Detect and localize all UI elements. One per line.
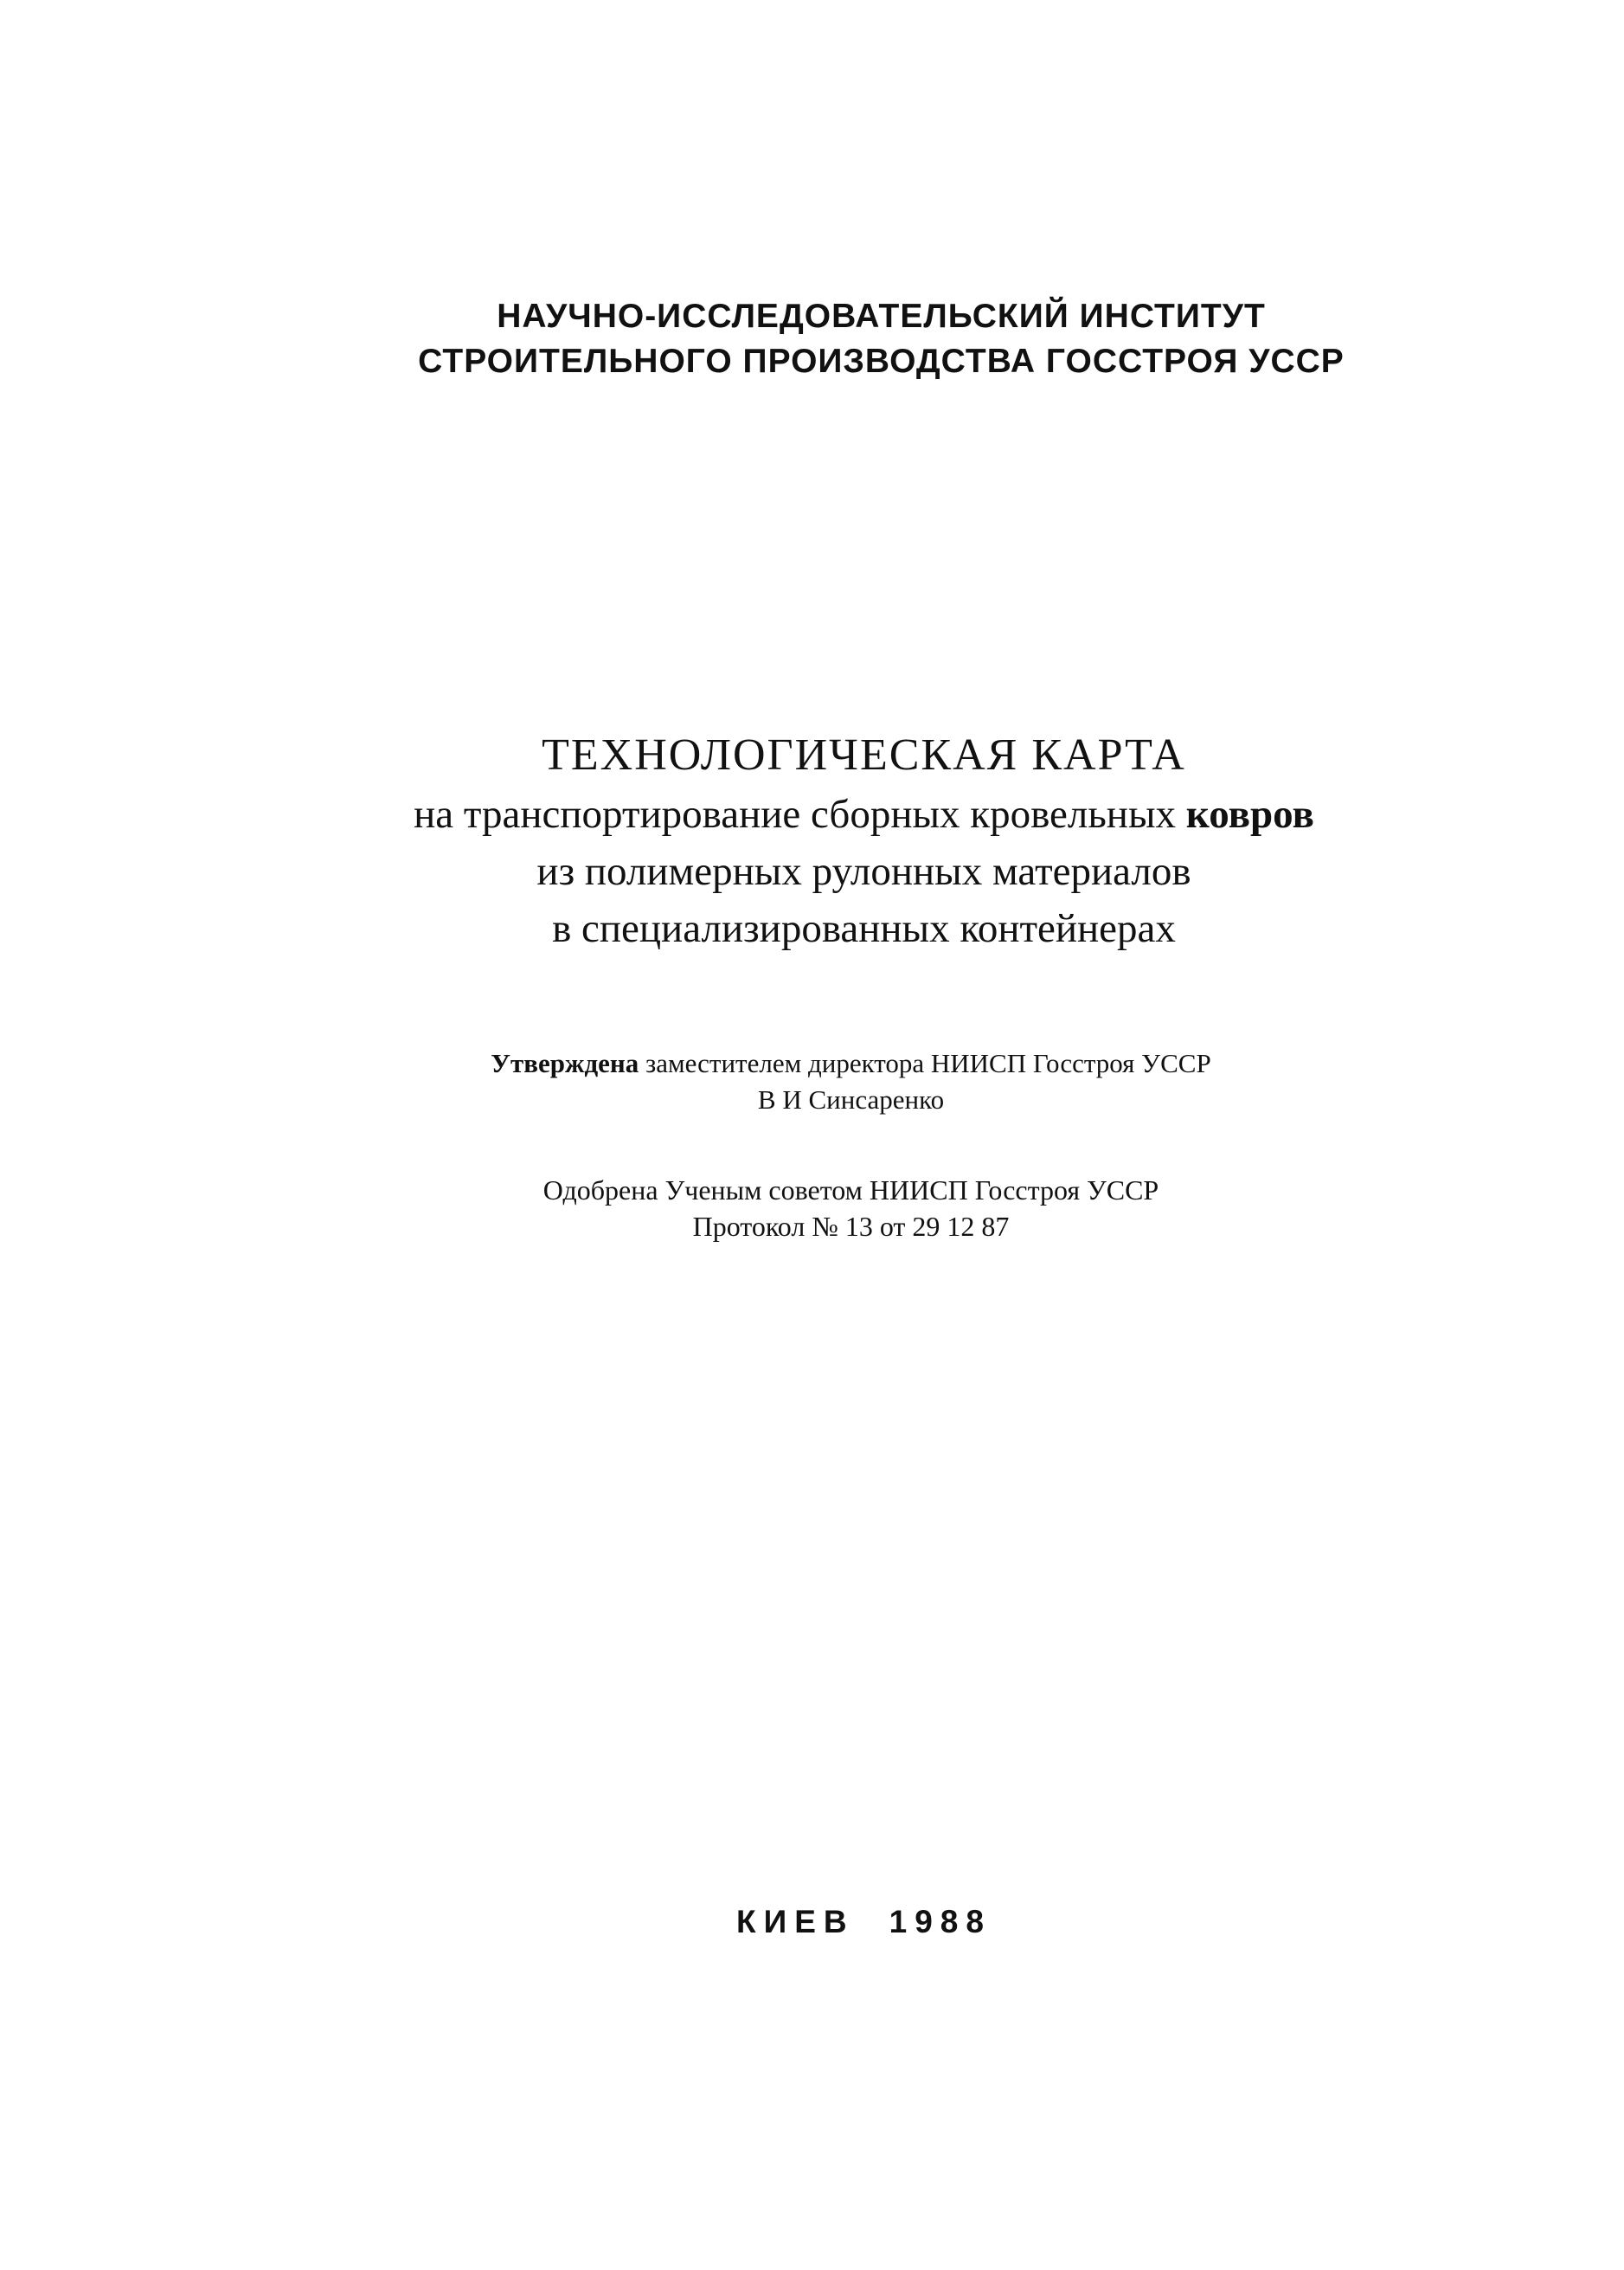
approval-rest: заместителем директора НИИСП Госстроя УССР bbox=[639, 1048, 1211, 1078]
document-title bbox=[52, 725, 1624, 957]
title-sub-line-3: в специализированных контейнерах bbox=[552, 906, 1176, 951]
institute-line-1: НАУЧНО-ИССЛЕДОВАТЕЛЬСКИЙ ИНСТИТУТ bbox=[497, 298, 1266, 335]
council-line-2: Протокол № 13 от 29 12 87 bbox=[692, 1211, 1010, 1242]
approval-note bbox=[39, 1045, 1624, 1118]
institute-line-2: СТРОИТЕЛЬНОГО ПРОИЗВОДСТВА ГОССТРОЯ УССР bbox=[418, 343, 1345, 380]
council-line-1: Одобрена Ученым советом НИИСП Госстроя УССР bbox=[542, 1174, 1159, 1206]
publication-footer bbox=[52, 1904, 1624, 1940]
institute-header bbox=[69, 294, 1624, 384]
publication-year: 1988 bbox=[889, 1904, 992, 1939]
council-note bbox=[39, 1172, 1624, 1244]
approval-lead: Утверждена bbox=[491, 1048, 639, 1078]
title-sub-line-1 bbox=[52, 786, 1624, 843]
publication-city: КИЕВ bbox=[736, 1904, 855, 1939]
approval-line-1 bbox=[39, 1045, 1624, 1082]
approval-line-2: В И Синсаренко bbox=[757, 1084, 945, 1115]
title-main: ТЕХНОЛОГИЧЕСКАЯ КАРТА bbox=[542, 730, 1186, 780]
title-sub-line-1-bold: ковров bbox=[1185, 792, 1314, 837]
title-sub-line-1-text: на транспортирование сборных кровельных bbox=[414, 792, 1186, 837]
title-sub-line-2: из полимерных рулонных материалов bbox=[536, 849, 1191, 894]
